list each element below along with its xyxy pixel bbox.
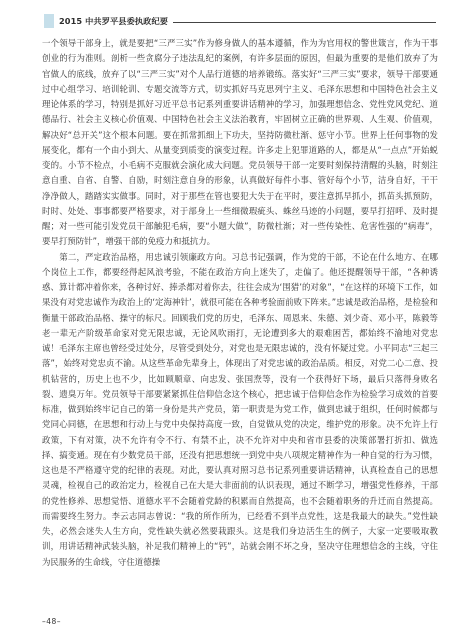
header-title: 2015 中共罗平县委执政纪要 — [59, 15, 169, 26]
body-text: 一个领导干部身上，就是要把“三严三实”作为修身做人的基本遵循，作为为官用权的警世箴言，作为干事创业的行为准则。剖析一些贪腐分子违法乱纪的案例，有许多层面的原因，但最为重要的是他们放弃了为官做人的底线，放弃了以“三严三实”对个人品行道德的培养锻练。落实好“三严三实”要求，领导干部要通过中心组学习、培训轮训、专题交流等方式，切实抓好马克思列宁主义、毛泽东思想和中国特色社会主义理论体系的学习，特别是抓好习近平总书记系列重要讲话精神的学习，加强理想信念、党性党风党纪、道德品行、社会主义核心价值观、中国特色社会主义法治教育，牢固树立正确的世界观、人生观、价值观，解决好“总开关”这个根本问题。要在抓常抓细上下功夫，坚持防微杜渐、惩守小节。世界上任何事物的发展变化，都有一个由小到大、从量变到质变的演变过程。许多走上犯罪道路的人，都是从“一点点”开始蜕变的。小节不检点，小毛病不克服就会演化成大问题。党员领导干部一定要时刻保持清醒的头脑，时刻注意自重、自省、自警、自励，时刻注意自身的形象，认真做好每件小事、管好每个小节，洁身自好，干干净净做人，踏踏实实做事。同时，对于那些在管也要犯大失于在平时，要注意抓早抓小，抓苗头抓预防，时时、处处、事事都要严格要求，对于部身上一些细微瑕疵头、蛛丝马迹的小问题，要早打招呼、及时提醒；对一些可能引发党员干部触犯毛病，要“小题大做”，防微杜渐；对一些传染性、危害性强的“病毒”，要早打预防针”，增强干部的免疫力和抵抗力。 第二，严定政治品格，用忠诚引领廉政方向。习总书记强调，作为党的干部，不论在什么地方、在哪个岗位上工作，都要经得起风浪考验，不能在政治方向上迷失了，走偏了。他还提醒领导干部，“各种诱惑、算计都冲着你来，各种讨好、捧杀都对着你去，往往会成为‘围猎’的对象”，“在这样的环境下工作，如果没有对党忠诚作为政治上的‘定海神针’，就很可能在各种考验面前败下阵来。”忠诚是政治品格，是检验和衡量干部政治品格、操守的标尺。回顾我们党的历史，毛泽东、周恩来、朱德、刘少奇、邓小平，陈毅等老一辈无产阶级革命家对党无限忠诚，无论风吹雨打，无论遭到多大的艰难困苦，都始终不渝地对党忠诚！毛泽东主席也曾经受过处分，尽管受到处分，对党也是无限忠诚的，没有怀疑过党。小平同志“三起三落”，始终对党忠贞不渝。从这些革命先辈身上，体现出了对党忠诚的政治品质。相反，对党二心二意、投机钻营的，历史上也不少，比如顾顺章、向忠发、张国焘等，没有一个获得好下场，最后只落得身败名裂、遗臭万年。党员领导干部要紧紧抓住信仰信念这个核心，把忠诚于信仰信念作为检验学习成效的首要标准，做到始终牢记自己的第一身份是共产党员，第一职责是为党工作，做到忠诚于组织，任何时候都与党同心同德，在思想和行动上与党中央保持高度一致，自觉做从党的决定，维护党的形象。决不允许上行政策，下有对策，决不允许有令不行、有禁不止，决不允许对中央和省市县委的决策部署打折扣、做选择、搞变通。现在有少数党员干部，还没有把思想统一到党中央八项规定精神作为一种自觉的行为习惯，这也是不严格遵守党的纪律的表现。对此，要认真对照习总书记系列重要讲话精神，认真检查自己的思想灵魂，检视自己的政治定力，检视自己在大是大非面前的认识表现，通过不断学习，增强党性修养，干部的党性修养、思想觉悟、道德水平不会随着党龄的积累而自然提高，也不会随着职务的升迁而自然提高。而需要终生努力。李云志同志曾说：“我的所作所为，已经看不到半点党性，这是我最大的缺失。”党性缺失，必然会迷失人生方向，党性缺失就必然要栽跟头。这是我们身边活生生的例子，大家一定要吸取教训，用讲话精神武装头脑，补足我们精神上的“钙”，站就会刚不坏之身，坚决守住理想信念的主线，守住为民服务的生命线，守住道德操 — [42, 38, 438, 567]
page-number: –48– — [42, 617, 62, 626]
running-header — [44, 14, 436, 28]
header-rule — [173, 22, 436, 23]
header-color-bar — [44, 14, 54, 28]
